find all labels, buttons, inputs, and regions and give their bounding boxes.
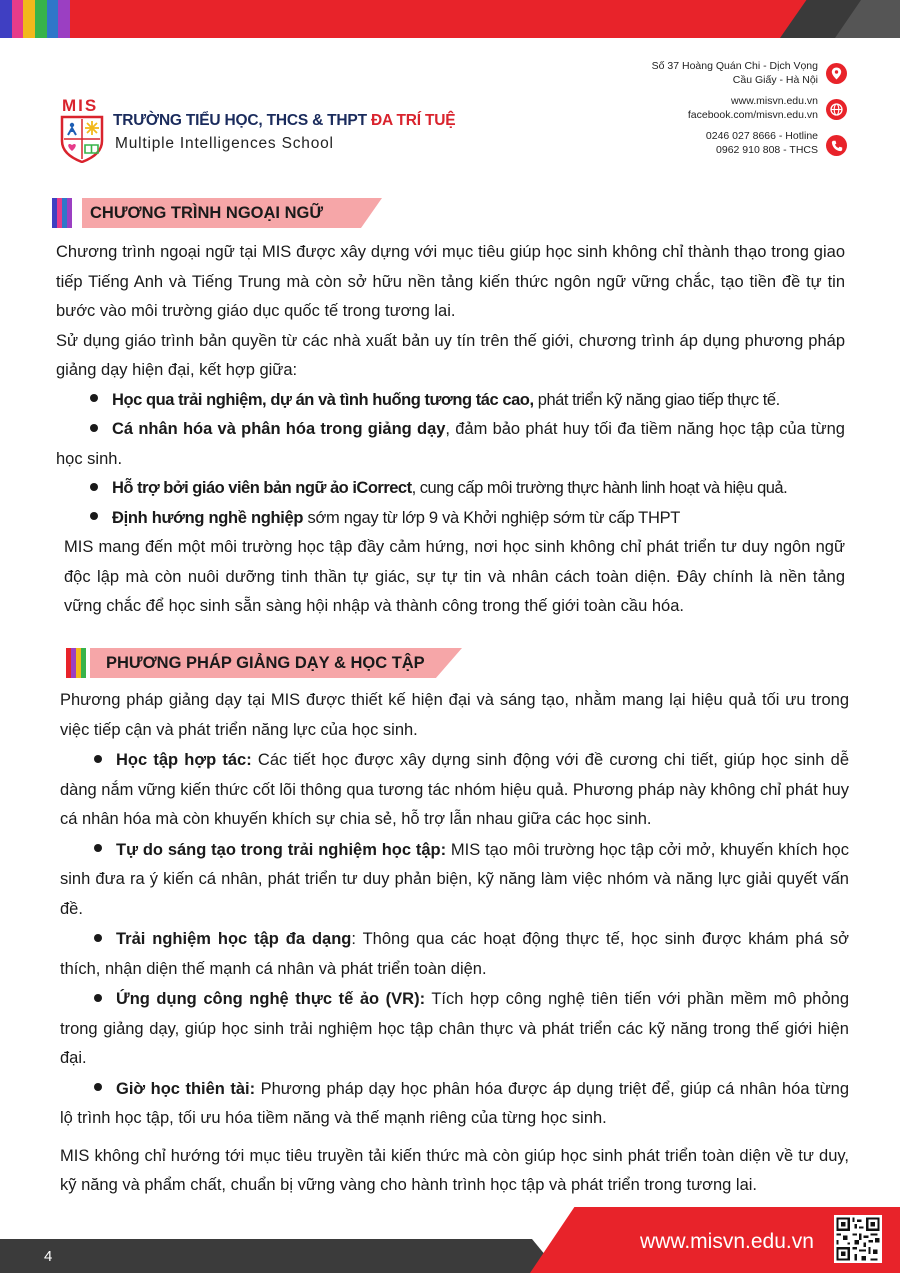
phones [706,130,818,157]
footer-website-link[interactable]: www.misvn.edu.vn [640,1230,814,1253]
logo-text: MIS [62,96,99,115]
school-name [113,112,455,130]
school-name-highlight: ĐA TRÍ TUỆ [370,112,456,129]
school-subtitle: Multiple Intelligences School [115,135,334,152]
address-line-2: Cầu Giấy - Hà Nội [732,73,818,86]
qr-code-icon [834,1215,882,1263]
bullet-icon [94,1083,102,1091]
bullet-icon [94,755,102,763]
header-website-link[interactable]: www.misvn.edu.vn [731,95,818,107]
section-header-teaching-method [66,648,466,678]
bullet-item: Hỗ trợ bởi giáo viên bản ngữ ảo iCorrect, cung cấp môi trường thực hành linh hoạt và hiệu quả. [56,474,845,504]
web-links [688,95,818,122]
bullet-item: Học qua trải nghiệm, dự án và tình huống tương tác cao, phát triển kỹ năng giao tiếp thực tế. [56,386,845,416]
section-foreign-language-body [56,238,845,622]
bullet-icon [94,844,102,852]
address [652,60,818,87]
bullet-icon [90,394,98,402]
phone-icon [826,135,847,156]
globe-icon [826,99,847,120]
section-header-foreign-language [52,198,392,228]
section-teaching-method-body [60,686,849,1201]
location-icon [826,63,847,84]
bullet-item: Định hướng nghề nghiệp sớm ngay từ lớp 9 và Khởi nghiệp sớm từ cấp THPT [56,504,845,534]
header-facebook-link[interactable]: facebook.com/misvn.edu.vn [687,108,818,121]
paragraph: Chương trình ngoại ngữ tại MIS được xây dựng với mục tiêu giúp học sinh không chỉ thành thạo trong giao tiếp Tiếng Anh và Tiếng Trung mà còn sở hữu nền tảng kiến thức ngôn ngữ vững chắc, tạo tiền đề tự tin bước vào môi trường giáo dục quốc tế trong tương lai. [56,243,845,320]
school-logo-icon [60,115,104,163]
bullet-icon [94,994,102,1002]
header-color-stripes [0,0,70,38]
paragraph: MIS không chỉ hướng tới mục tiêu truyền tải kiến thức mà còn giúp học sinh phát triển toàn diện về tư duy, kỹ năng và phẩm chất, chuẩn bị vững vàng cho hành trình học tập và phát triển trong tương lai. [60,1146,849,1194]
bullet-item: Ứng dụng công nghệ thực tế ảo (VR): Tích hợp công nghệ tiên tiến với phần mềm mô phỏng trong giảng dạy, giúp học sinh trải nghiệm học tập chân thực và phát triển các kỹ năng trong thế giới hiện đại. [60,990,850,1067]
bullet-icon [94,934,102,942]
paragraph: Phương pháp giảng dạy tại MIS được thiết kế hiện đại và sáng tạo, nhằm mang lại hiệu quả tối ưu trong việc tiếp cận và phát triển năng lực của học sinh. [60,691,849,739]
hotline: 0246 027 8666 - Hotline [705,130,818,142]
page-number: 4 [44,1248,53,1265]
bullet-icon [90,424,98,432]
bullet-item: Tự do sáng tạo trong trải nghiệm học tập: MIS tạo môi trường học tập cởi mở, khuyến khích học sinh đưa ra ý kiến cá nhân, phát triển tư duy phản biện, kỹ năng làm việc nhóm và năng lực giải quyết vấn đề. [60,840,849,918]
bullet-item: Học tập hợp tác: Các tiết học được xây dựng sinh động với đề cương chi tiết, giúp học sinh dễ dàng nắm vững kiến thức cốt lõi thông qua tương tác nhóm hiệu quả. Phương pháp này không chỉ phát huy cá nhân hóa mà còn khuyến khích sự chia sẻ, hỗ trợ lẫn nhau giữa các học sinh. [60,751,850,828]
paragraph: Sử dụng giáo trình bản quyền từ các nhà xuất bản uy tín trên thế giới, chương trình áp dụng phương pháp giảng dạy hiện đại, kết hợp giữa: [56,331,845,379]
phone-thcs: 0962 910 808 - THCS [716,143,818,156]
header-red-banner [62,0,882,38]
school-name-main: TRƯỜNG TIỂU HỌC, THCS & THPT [113,112,367,129]
bullet-item: Trải nghiệm học tập đa dạng: Thông qua các hoạt động thực tế, học sinh được khám phá sở thích, nhận diện thế mạnh cá nhân và phát triển toàn diện. [60,930,849,978]
bullet-item: Cá nhân hóa và phân hóa trong giảng dạy, đảm bảo phát huy tối đa tiềm năng học tập của từng học sinh. [56,420,845,468]
footer-dark-band [0,1239,560,1273]
bullet-icon [90,483,98,491]
address-line-1: Số 37 Hoàng Quán Chi - Dịch Vọng [651,60,818,72]
section-title: CHƯƠNG TRÌNH NGOẠI NGỮ [90,204,324,222]
bullet-icon [90,512,98,520]
bullet-item: Giờ học thiên tài: Phương pháp dạy học phân hóa được áp dụng triệt để, giúp cá nhân hóa từng lộ trình học tập, tối ưu hóa tiềm năng và thế mạnh riêng của từng học sinh. [60,1079,849,1127]
section-title: PHƯƠNG PHÁP GIẢNG DẠY & HỌC TẬP [106,654,425,672]
paragraph: MIS mang đến một môi trường học tập đầy cảm hứng, nơi học sinh không chỉ phát triển tư duy ngôn ngữ độc lập mà còn nuôi dưỡng tinh thần tự giác, sự tự tin và nhân cách toàn diện. Đây chính là nền tảng vững chắc để học sinh sẵn sàng hội nhập và thành công trong thế giới toàn cầu hóa. [64,538,845,615]
